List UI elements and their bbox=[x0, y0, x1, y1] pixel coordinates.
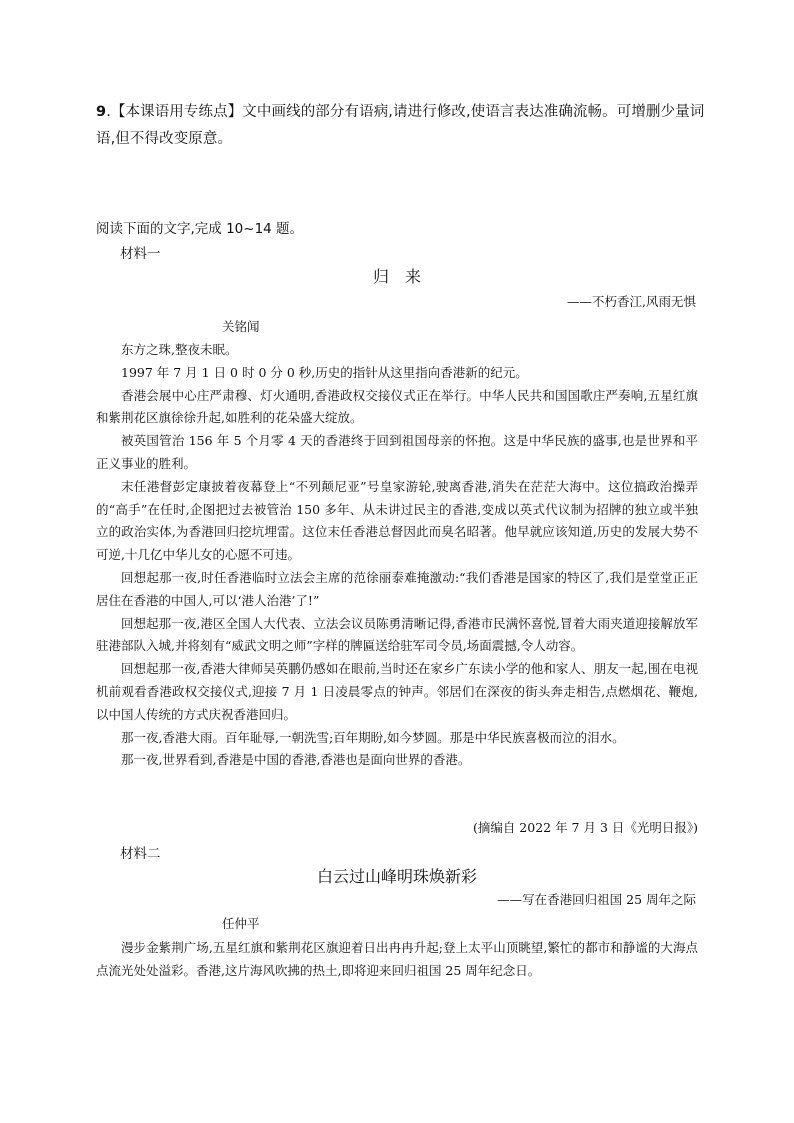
material-2-title: 白云过山峰明珠焕新彩 bbox=[316, 867, 477, 886]
material-2-subtitle: ——写在香港回归祖国 25 周年之际 bbox=[497, 892, 696, 907]
material-1-title: 归来 bbox=[372, 267, 437, 286]
paragraph: 香港会展中心庄严肃穆、灯火通明,香港政权交接仪式正在举行。中华人民共和国国歌庄严奏响,五星红旗和紫荆花区旗徐徐升起,如胜利的花朵盛大绽放。 bbox=[96, 387, 698, 426]
material-2-label: 材料二 bbox=[120, 846, 161, 862]
material-1-source: (摘编自 2022 年 7 月 3 日《光明日报》) bbox=[472, 820, 698, 835]
paragraph: 末任港督彭定康披着夜幕登上“不列颠尼亚”号皇家游轮,驶离香港,消失在茫茫大海中。这位搞政治操弄的“高手”在任时,企图把过去被管治 150 多年、从未讲过民主的香港,变成以英式代议制为招牌的独立或半独立的政治实体,为香港回归挖坑埋雷。这位末任香港总督因此而臭名昭著。他早就应该知道,历史的发展大势不可逆,十几亿中华儿女的心愿不可违。 bbox=[96, 478, 698, 563]
paragraph: 被英国管治 156 年 5 个月零 4 天的香港终于回到祖国母亲的怀抱。这是中华民族的盛事,也是世界和平正义事业的胜利。 bbox=[96, 433, 698, 471]
paragraph: 回想起那一夜,香港大律师吴英鹏仍感如在眼前,当时还在家乡广东读小学的他和家人、朋友一起,围在电视机前观看香港政权交接仪式,迎接 7 月 1 日凌晨零点的钟声。邻居们在深夜的街头奔走相告,点燃烟花、鞭炮,以中国人传统的方式庆祝香港回归。 bbox=[96, 661, 698, 722]
question-9 bbox=[96, 99, 706, 153]
paragraph: 回想起那一夜,时任香港临时立法会主席的范徐丽泰难掩激动:“我们香港是国家的特区了,我们是堂堂正正居住在香港的中国人,可以‘港人治港’了!” bbox=[96, 569, 698, 608]
paragraph: 1997 年 7 月 1 日 0 时 0 分 0 秒,历史的指针从这里指向香港新的纪元。 bbox=[121, 364, 528, 380]
question-text: .【本课语用专练点】文中画线的部分有语病,请进行修改,使语言表达准确流畅。可增删少量词语,但不得改变原意。 bbox=[96, 104, 705, 147]
paragraph: 那一夜,香港大雨。百年耻辱,一朝洗雪;百年期盼,如今梦圆。那是中华民族喜极而泣的泪水。 bbox=[121, 729, 625, 745]
material-2-body bbox=[96, 937, 698, 983]
paragraph: 那一夜,世界看到,香港是中国的香港,香港也是面向世界的香港。 bbox=[121, 752, 471, 768]
reading-instruction: 阅读下面的文字,完成 10~14 题。 bbox=[96, 221, 304, 237]
paragraph: 东方之珠,整夜未眠。 bbox=[121, 342, 238, 357]
material-1-label: 材料一 bbox=[120, 246, 161, 262]
material-1-body bbox=[96, 339, 698, 772]
material-2-author: 任仲平 bbox=[222, 916, 260, 931]
paragraph: 漫步金紫荆广场,五星红旗和紫荆花区旗迎着日出冉冉升起;登上太平山顶眺望,繁忙的都市和静谧的大海点点流光处处溢彩。香港,这片海风吹拂的热土,即将迎来回归祖国 25 周年纪念日。 bbox=[96, 940, 698, 978]
question-number: 9 bbox=[96, 104, 107, 120]
material-1-author: 关铭闻 bbox=[222, 319, 260, 334]
material-1-subtitle: ——不朽香江,风雨无惧 bbox=[567, 294, 696, 309]
paragraph: 回想起那一夜,港区全国人大代表、立法会议员陈勇清晰记得,香港市民满怀喜悦,冒着大雨夹道迎接解放军驻港部队入城,并将刻有“威武文明之师”字样的牌匾送给驻军司令员,场面震撼,令人动容。 bbox=[96, 615, 698, 654]
